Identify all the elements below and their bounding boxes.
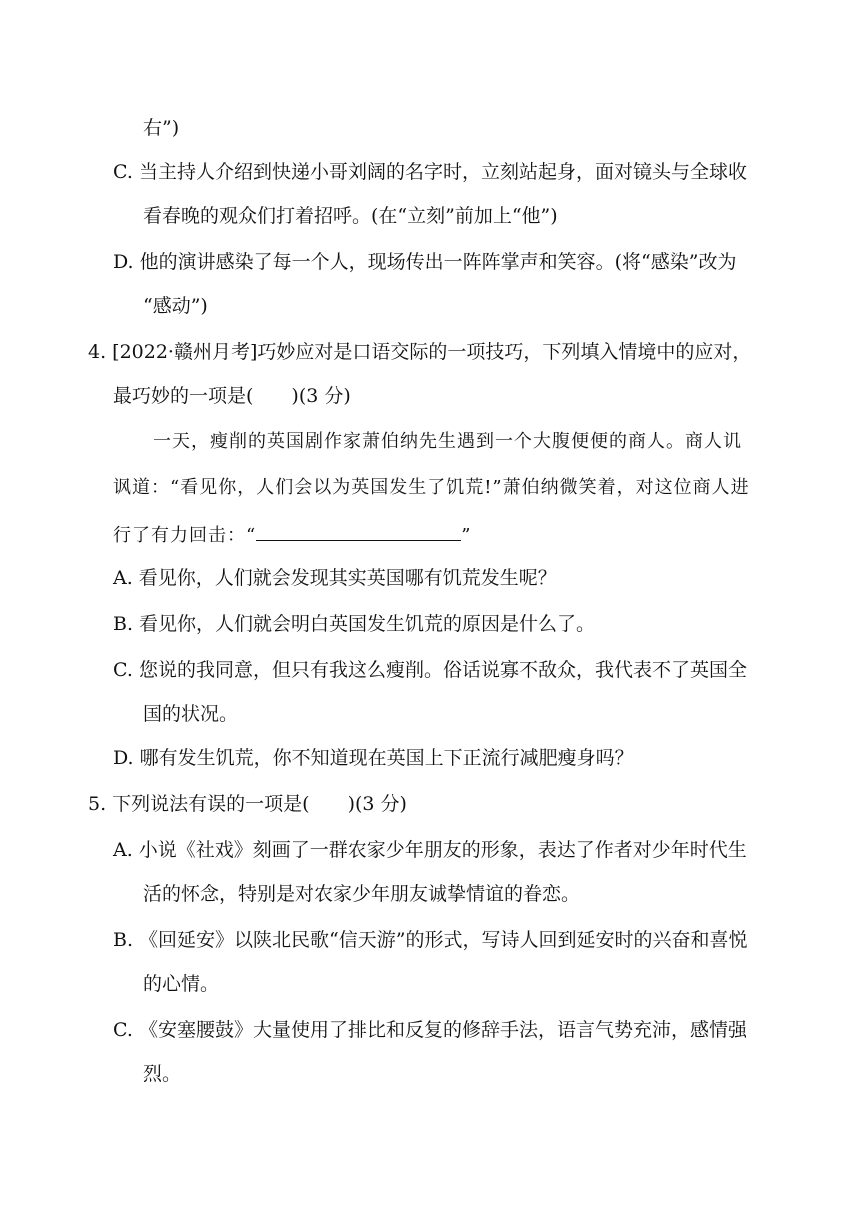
q4-passage-line-3-text: 行了有力回击：“ — [113, 525, 257, 546]
q4-option-c: C. 您说的我同意，但只有我这么瘦削。俗话说寡不敌众，我代表不了英国全 — [113, 659, 747, 681]
q3-option-d-continuation: “感动”) — [143, 295, 208, 317]
q5-option-a: A. 小说《社戏》刻画了一群农家少年朋友的形象，表达了作者对少年时代生 — [113, 839, 747, 861]
q3-option-d: D. 他的演讲感染了每一个人，现场传出一阵阵掌声和笑容。(将“感染”改为 — [113, 251, 737, 273]
answer-blank — [256, 522, 461, 541]
closing-quote: ” — [461, 525, 472, 546]
q4-option-d: D. 哪有发生饥荒，你不知道现在英国上下正流行减肥瘦身吗？ — [113, 747, 634, 769]
q5-option-c: C. 《安塞腰鼓》大量使用了排比和反复的修辞手法，语言气势充沛，感情强 — [113, 1019, 747, 1041]
q4-option-a: A. 看见你，人们就会发现其实英国哪有饥荒发生呢？ — [113, 567, 557, 589]
q3-option-c: C. 当主持人介绍到快递小哥刘阔的名字时，立刻站起身，面对镜头与全球收 — [113, 161, 747, 183]
q3-option-b-continuation: 右”) — [143, 117, 180, 139]
q3-option-c-continuation: 看春晚的观众们打着招呼。(在“立刻”前加上“他”) — [143, 205, 558, 227]
q4-option-b: B. 看见你，人们就会明白英国发生饥荒的原因是什么了。 — [113, 613, 596, 635]
q5-option-b: B. 《回延安》以陕北民歌“信天游”的形式，写诗人回到延安时的兴奋和喜悦 — [113, 929, 748, 951]
q4-passage-line-3 — [113, 522, 471, 548]
q5-option-c-continuation: 烈。 — [143, 1063, 182, 1085]
q4-passage-line-2: 讽道：“看见你，人们会以为英国发生了饥荒!”萧伯纳微笑着，对这位商人进 — [113, 477, 750, 498]
q4-option-c-continuation: 国的状况。 — [143, 703, 239, 725]
q5-option-b-continuation: 的心情。 — [143, 973, 220, 995]
question-4-stem-continuation: 最巧妙的一项是( )(3 分) — [113, 385, 351, 407]
q5-option-a-continuation: 活的怀念，特别是对农家少年朋友诚挚情谊的眷恋。 — [143, 883, 581, 905]
question-4-stem: 4. [2022·赣州月考]巧妙应对是口语交际的一项技巧，下列填入情境中的应对， — [88, 341, 752, 363]
q4-passage-line-1: 一天，瘦削的英国剧作家萧伯纳先生遇到一个大腹便便的商人。商人讥 — [153, 431, 742, 452]
question-5-stem: 5. 下列说法有误的一项是( )(3 分) — [88, 793, 407, 815]
